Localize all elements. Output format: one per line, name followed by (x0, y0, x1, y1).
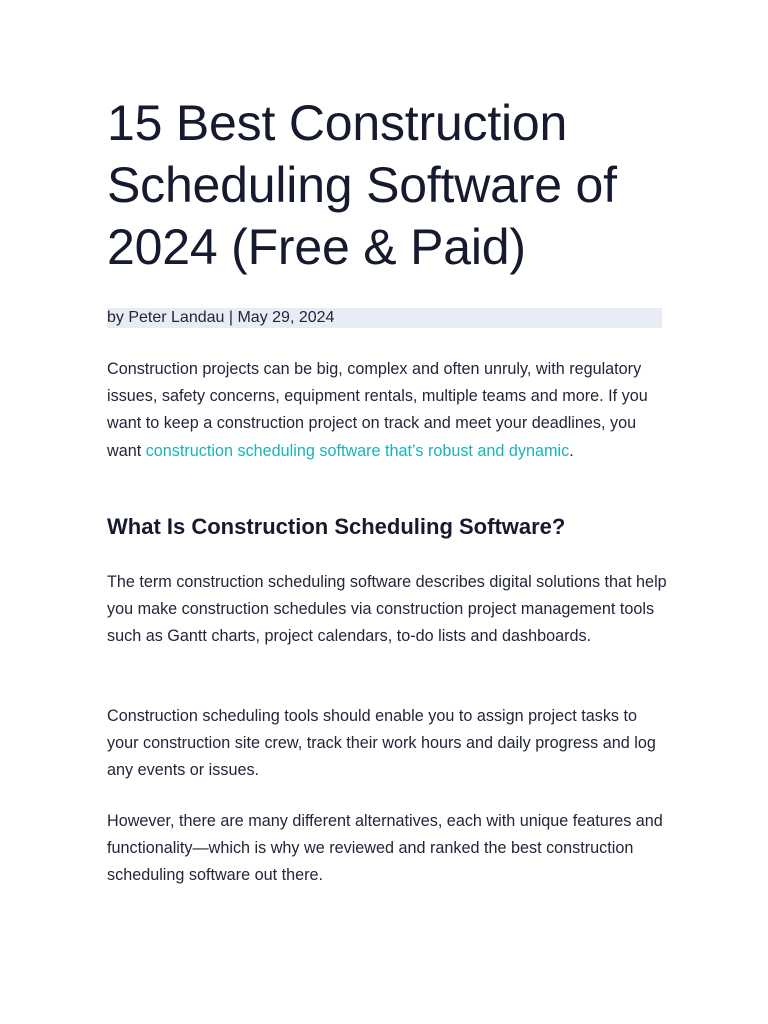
body-paragraph: Construction scheduling tools should enable you to assign project tasks to your construction site crew, track their work hours and daily progress and log any events or issues. (107, 707, 656, 780)
byline: by Peter Landau | May 29, 2024 (107, 308, 662, 328)
intro-text-end: . (569, 441, 574, 460)
body-paragraph: However, there are many different alternatives, each with unique features and functionality—which is why we reviewed and ranked the best construction scheduling software out there. (107, 812, 663, 885)
body-paragraph: The term construction scheduling software describes digital solutions that help you make construction schedules via construction project management tools such as Gantt charts, project calendars, to-do lists and dashboards. (107, 573, 667, 646)
intro-text: Construction projects can be big, complex and often unruly, with regulatory issues, safety concerns, equipment rentals, multiple teams and more. If you want to keep a construction project on track and meet your deadlines, you want (107, 360, 648, 460)
section-heading: What Is Construction Scheduling Software? (107, 514, 566, 539)
intro-paragraph (107, 356, 667, 465)
construction-scheduling-software-link[interactable]: construction scheduling software that’s robust and dynamic (145, 441, 570, 460)
article-title: 15 Best Construction Scheduling Software of 2024 (Free & Paid) (107, 95, 617, 275)
